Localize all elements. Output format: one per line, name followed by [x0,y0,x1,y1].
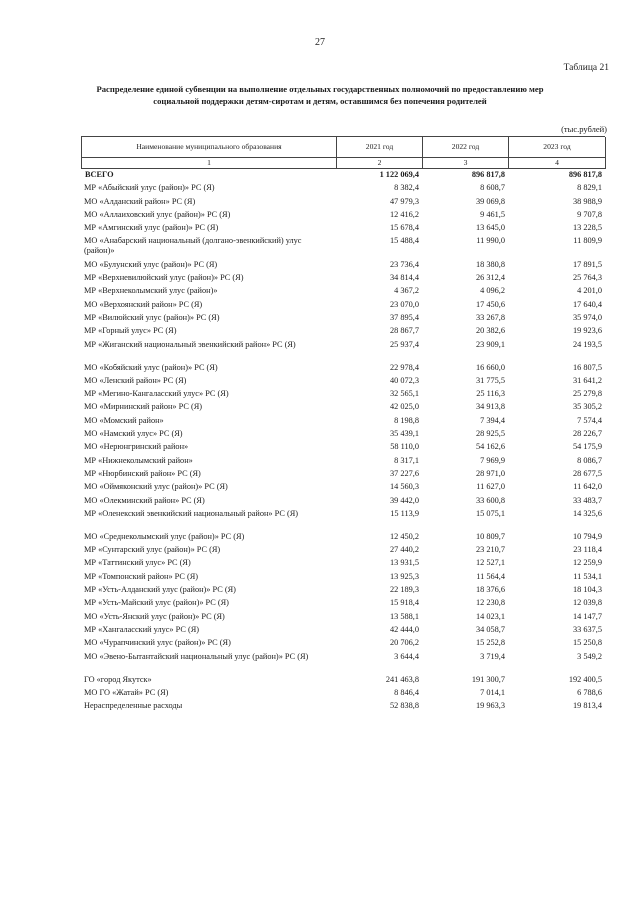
value-2023: 13 228,5 [572,223,602,233]
value-2023: 8 829,1 [577,183,602,193]
value-2023: 192 400,5 [568,674,602,684]
value-2021: 241 463,8 [385,674,419,684]
value-2023: 54 175,9 [572,442,602,452]
value-2022: 12 527,1 [475,558,505,568]
value-2021: 42 444,0 [389,624,419,634]
value-2022: 28 971,0 [475,468,505,478]
value-2022: 8 608,7 [480,183,505,193]
value-2022: 23 210,7 [475,545,505,555]
value-2021: 58 110,0 [390,442,419,452]
value-2023: 25 279,8 [572,389,602,399]
units-label: (тыс.рублей) [561,124,607,134]
value-2023: 23 118,4 [573,545,602,555]
value-2021: 42 025,0 [389,402,419,412]
municipality-name: МР «Сунтарский улус (район)» РС (Я) [84,545,221,555]
page-number: 27 [315,37,325,48]
value-2023: 8 086,7 [577,455,602,465]
value-2021: 47 979,3 [389,196,419,206]
value-2022: 3 719,4 [480,651,505,661]
value-2021: 35 439,1 [389,429,419,439]
value-2022: 23 909,1 [475,339,505,349]
value-2021: 3 644,4 [394,651,419,661]
table-row [81,313,605,323]
value-2023: 12 259,9 [572,558,602,568]
value-2021: 15 488,4 [389,236,419,246]
column-number: 1 [82,158,337,169]
value-2023: 25 764,3 [572,273,602,283]
value-2023: 11 534,1 [573,571,602,581]
value-2023: 35 974,0 [572,312,602,322]
value-2021: 34 814,4 [389,273,419,283]
value-2023: 15 250,8 [572,638,602,648]
municipality-name: МО «Анабарский национальный (долгано-эвенкийский) улус (район)» [84,236,302,256]
value-2023: 33 637,5 [572,624,602,634]
value-2022: 11 564,4 [476,571,505,581]
table-row [81,416,605,426]
value-2021: 28 867,7 [389,326,419,336]
value-2023: 9 707,8 [577,209,602,219]
value-2023: 14 147,7 [572,611,602,621]
value-2022: 15 075,1 [475,508,505,518]
municipality-name: МО «Кобяйский улус (район)» РС (Я) [84,362,218,372]
value-2023: 16 807,5 [572,362,602,372]
value-2023: 6 788,6 [577,687,602,697]
value-2023: 35 305,2 [572,402,602,412]
value-2023: 17 640,4 [572,299,602,309]
table-row [81,456,605,466]
table-row [81,625,605,635]
table-row [81,389,605,399]
value-2022: 7 394,4 [480,415,505,425]
table-row [81,442,605,452]
table-row [81,558,605,568]
table-row [81,652,605,662]
table-label: Таблица 21 [563,63,609,73]
total-row [81,170,605,180]
value-2021: 40 072,3 [389,375,419,385]
municipality-name: МР «Хангаласский улус» РС (Я) [84,624,200,634]
value-2023: 28 677,5 [572,468,602,478]
value-2023: 11 809,9 [573,236,602,246]
municipality-name: МР «Оленекский эвенкийский национальный район» РС (Я) [84,508,299,518]
value-2023: 3 549,2 [577,651,602,661]
table-header [81,136,605,158]
column-number: 2 [337,158,423,169]
value-2022: 33 267,8 [475,312,505,322]
table-row [81,363,605,373]
municipality-name: МО «Олекминский район» РС (Я) [84,495,205,505]
table-row [81,638,605,648]
value-2023: 24 193,5 [572,339,602,349]
municipality-name: МР «Амгинский улус (район)» РС (Я) [84,223,219,233]
table-body [81,170,605,711]
table-row [81,340,605,350]
value-2022: 18 380,8 [475,259,505,269]
municipality-name: МР «Мегино-Кангаласский улус» РС (Я) [84,389,229,399]
value-2023: 7 574,4 [577,415,602,425]
value-2021: 37 895,4 [389,312,419,322]
table-row [81,197,605,207]
municipality-name: МО «Момский район» [84,415,164,425]
value-2021: 27 440,2 [389,545,419,555]
value-2023: 18 104,3 [572,585,602,595]
column-number-row [81,158,605,169]
municipality-name: МО «Булунский улус (район)» РС (Я) [84,259,218,269]
municipality-name: МО «Чурапчинский улус (район)» РС (Я) [84,638,231,648]
value-2021: 32 565,1 [389,389,419,399]
municipality-name: МР «Абыйский улус (район)» РС (Я) [84,183,215,193]
value-2023: 31 641,2 [572,375,602,385]
municipality-name: МО «Алданский район» РС (Я) [84,196,196,206]
table-row [81,675,605,685]
table-row [81,273,605,283]
value-2022: 33 600,8 [475,495,505,505]
column-number: 4 [509,158,606,169]
value-2021: 4 367,2 [394,286,419,296]
value-2023: 33 483,7 [572,495,602,505]
table-row [81,286,605,296]
value-2022: 39 069,8 [475,196,505,206]
table-row [81,210,605,220]
document-title: Распределение единой субвенции на выполнение отдельных государственных полномочий по предоставлению мер социальной поддержки детям-сиротам и детям, оставшимся без попечения родителей [96,84,544,106]
municipality-name: Нераспределенные расходы [84,701,183,711]
table-row [81,183,605,193]
value-2021: 1 122 069,4 [379,170,419,179]
table-row [81,701,605,711]
value-2021: 20 706,2 [389,638,419,648]
municipality-name: МО «Аллаиховский улус (район)» РС (Я) [84,209,231,219]
table-row [81,598,605,608]
value-2023: 14 325,6 [572,508,602,518]
municipality-name: ВСЕГО [85,170,114,179]
municipality-name: МР «Нюрбинский район» РС (Я) [84,468,201,478]
table-row [81,260,605,270]
municipality-name: МО «Оймяконский улус (район)» РС (Я) [84,482,228,492]
value-2021: 12 416,2 [389,209,419,219]
value-2021: 23 736,4 [389,259,419,269]
table-row [81,545,605,555]
value-2022: 11 627,0 [476,482,505,492]
table-row [81,376,605,386]
value-2021: 8 198,8 [394,415,419,425]
value-2021: 13 925,3 [389,571,419,581]
value-2022: 9 461,5 [480,209,505,219]
municipality-name: МО ГО «Жатай» РС (Я) [84,687,169,697]
municipality-name: МР «Жиганский национальный эвенкийский район» РС (Я) [84,339,296,349]
value-2022: 10 809,7 [475,531,505,541]
table-row [81,612,605,622]
municipality-name: МО «Верхоянский район» РС (Я) [84,299,203,309]
value-2022: 31 775,5 [475,375,505,385]
value-2023: 4 201,0 [577,286,602,296]
value-2022: 16 660,0 [475,362,505,372]
header-2022: 2022 год [423,137,509,158]
table-row [81,236,605,256]
municipality-name: МР «Нижнеколымский район» [84,455,193,465]
value-2022: 18 376,6 [475,585,505,595]
municipality-name: МР «Усть-Алданский улус (район)» РС (Я) [84,585,236,595]
value-2021: 8 846,4 [394,687,419,697]
value-2022: 14 023,1 [475,611,505,621]
value-2022: 28 925,5 [475,429,505,439]
table-row [81,402,605,412]
value-2022: 11 990,0 [476,236,505,246]
value-2021: 37 227,6 [389,468,419,478]
table-row [81,482,605,492]
table-row [81,532,605,542]
value-2023: 38 988,9 [572,196,602,206]
municipality-name: МР «Верхневилюйский улус (район)» РС (Я) [84,273,244,283]
municipality-name: МР «Томпонский район» РС (Я) [84,571,199,581]
value-2022: 896 817,8 [471,170,505,179]
value-2022: 54 162,6 [475,442,505,452]
value-2021: 52 838,8 [389,701,419,711]
municipality-name: МР «Таттинский улус» РС (Я) [84,558,191,568]
value-2021: 15 678,4 [389,223,419,233]
header-2021: 2021 год [337,137,423,158]
value-2022: 20 382,6 [475,326,505,336]
table-row [81,300,605,310]
municipality-name: МР «Горный улус» РС (Я) [84,326,177,336]
municipality-name: ГО «город Якутск» [84,674,152,684]
value-2022: 191 300,7 [471,674,505,684]
value-2021: 8 317,1 [394,455,419,465]
municipality-name: МО «Среднеколымский улус (район)» РС (Я) [84,531,245,541]
value-2021: 22 189,3 [389,585,419,595]
value-2022: 12 230,8 [475,598,505,608]
value-2023: 12 039,8 [572,598,602,608]
table-row [81,496,605,506]
municipality-name: МР «Верхнеколымский улус (район)» [84,286,218,296]
value-2023: 10 794,9 [572,531,602,541]
table-row [81,469,605,479]
municipality-name: МО «Нерюнгринский район» [84,442,189,452]
value-2022: 13 645,0 [475,223,505,233]
table-row [81,572,605,582]
value-2022: 17 450,6 [475,299,505,309]
value-2021: 15 113,9 [390,508,419,518]
header-name: Наименование муниципального образования [82,137,337,158]
value-2023: 11 642,0 [573,482,602,492]
value-2023: 28 226,7 [572,429,602,439]
table-row [81,429,605,439]
value-2023: 17 891,5 [572,259,602,269]
value-2021: 13 931,5 [389,558,419,568]
subvention-table [81,136,605,714]
value-2022: 26 312,4 [475,273,505,283]
municipality-name: МО «Усть-Янский улус (район)» РС (Я) [84,611,225,621]
column-number: 3 [423,158,509,169]
value-2021: 23 070,0 [389,299,419,309]
value-2022: 15 252,8 [475,638,505,648]
value-2021: 22 978,4 [389,362,419,372]
value-2023: 19 923,6 [572,326,602,336]
header-2023: 2023 год [509,137,606,158]
value-2022: 34 913,8 [475,402,505,412]
table-row [81,223,605,233]
municipality-name: МО «Намский улус» РС (Я) [84,429,183,439]
value-2021: 39 442,0 [389,495,419,505]
value-2021: 12 450,2 [389,531,419,541]
table-row [81,688,605,698]
municipality-name: МО «Эвено-Бытантайский национальный улус (район)» РС (Я) [84,651,309,661]
value-2021: 15 918,4 [389,598,419,608]
value-2021: 13 588,1 [389,611,419,621]
value-2022: 25 116,3 [476,389,505,399]
value-2021: 25 937,4 [389,339,419,349]
value-2022: 7 969,9 [480,455,505,465]
municipality-name: МР «Вилюйский улус (район)» РС (Я) [84,312,220,322]
municipality-name: МО «Ленский район» РС (Я) [84,375,187,385]
value-2022: 34 058,7 [475,624,505,634]
value-2022: 7 014,1 [480,687,505,697]
table-row [81,326,605,336]
value-2021: 14 560,3 [389,482,419,492]
value-2021: 8 382,4 [394,183,419,193]
municipality-name: МО «Мирнинский район» РС (Я) [84,402,203,412]
table-row [81,509,605,519]
value-2023: 19 813,4 [572,701,602,711]
municipality-name: МР «Усть-Майский улус (район)» РС (Я) [84,598,229,608]
value-2022: 19 963,3 [475,701,505,711]
value-2023: 896 817,8 [568,170,602,179]
value-2022: 4 096,2 [480,286,505,296]
table-row [81,585,605,595]
